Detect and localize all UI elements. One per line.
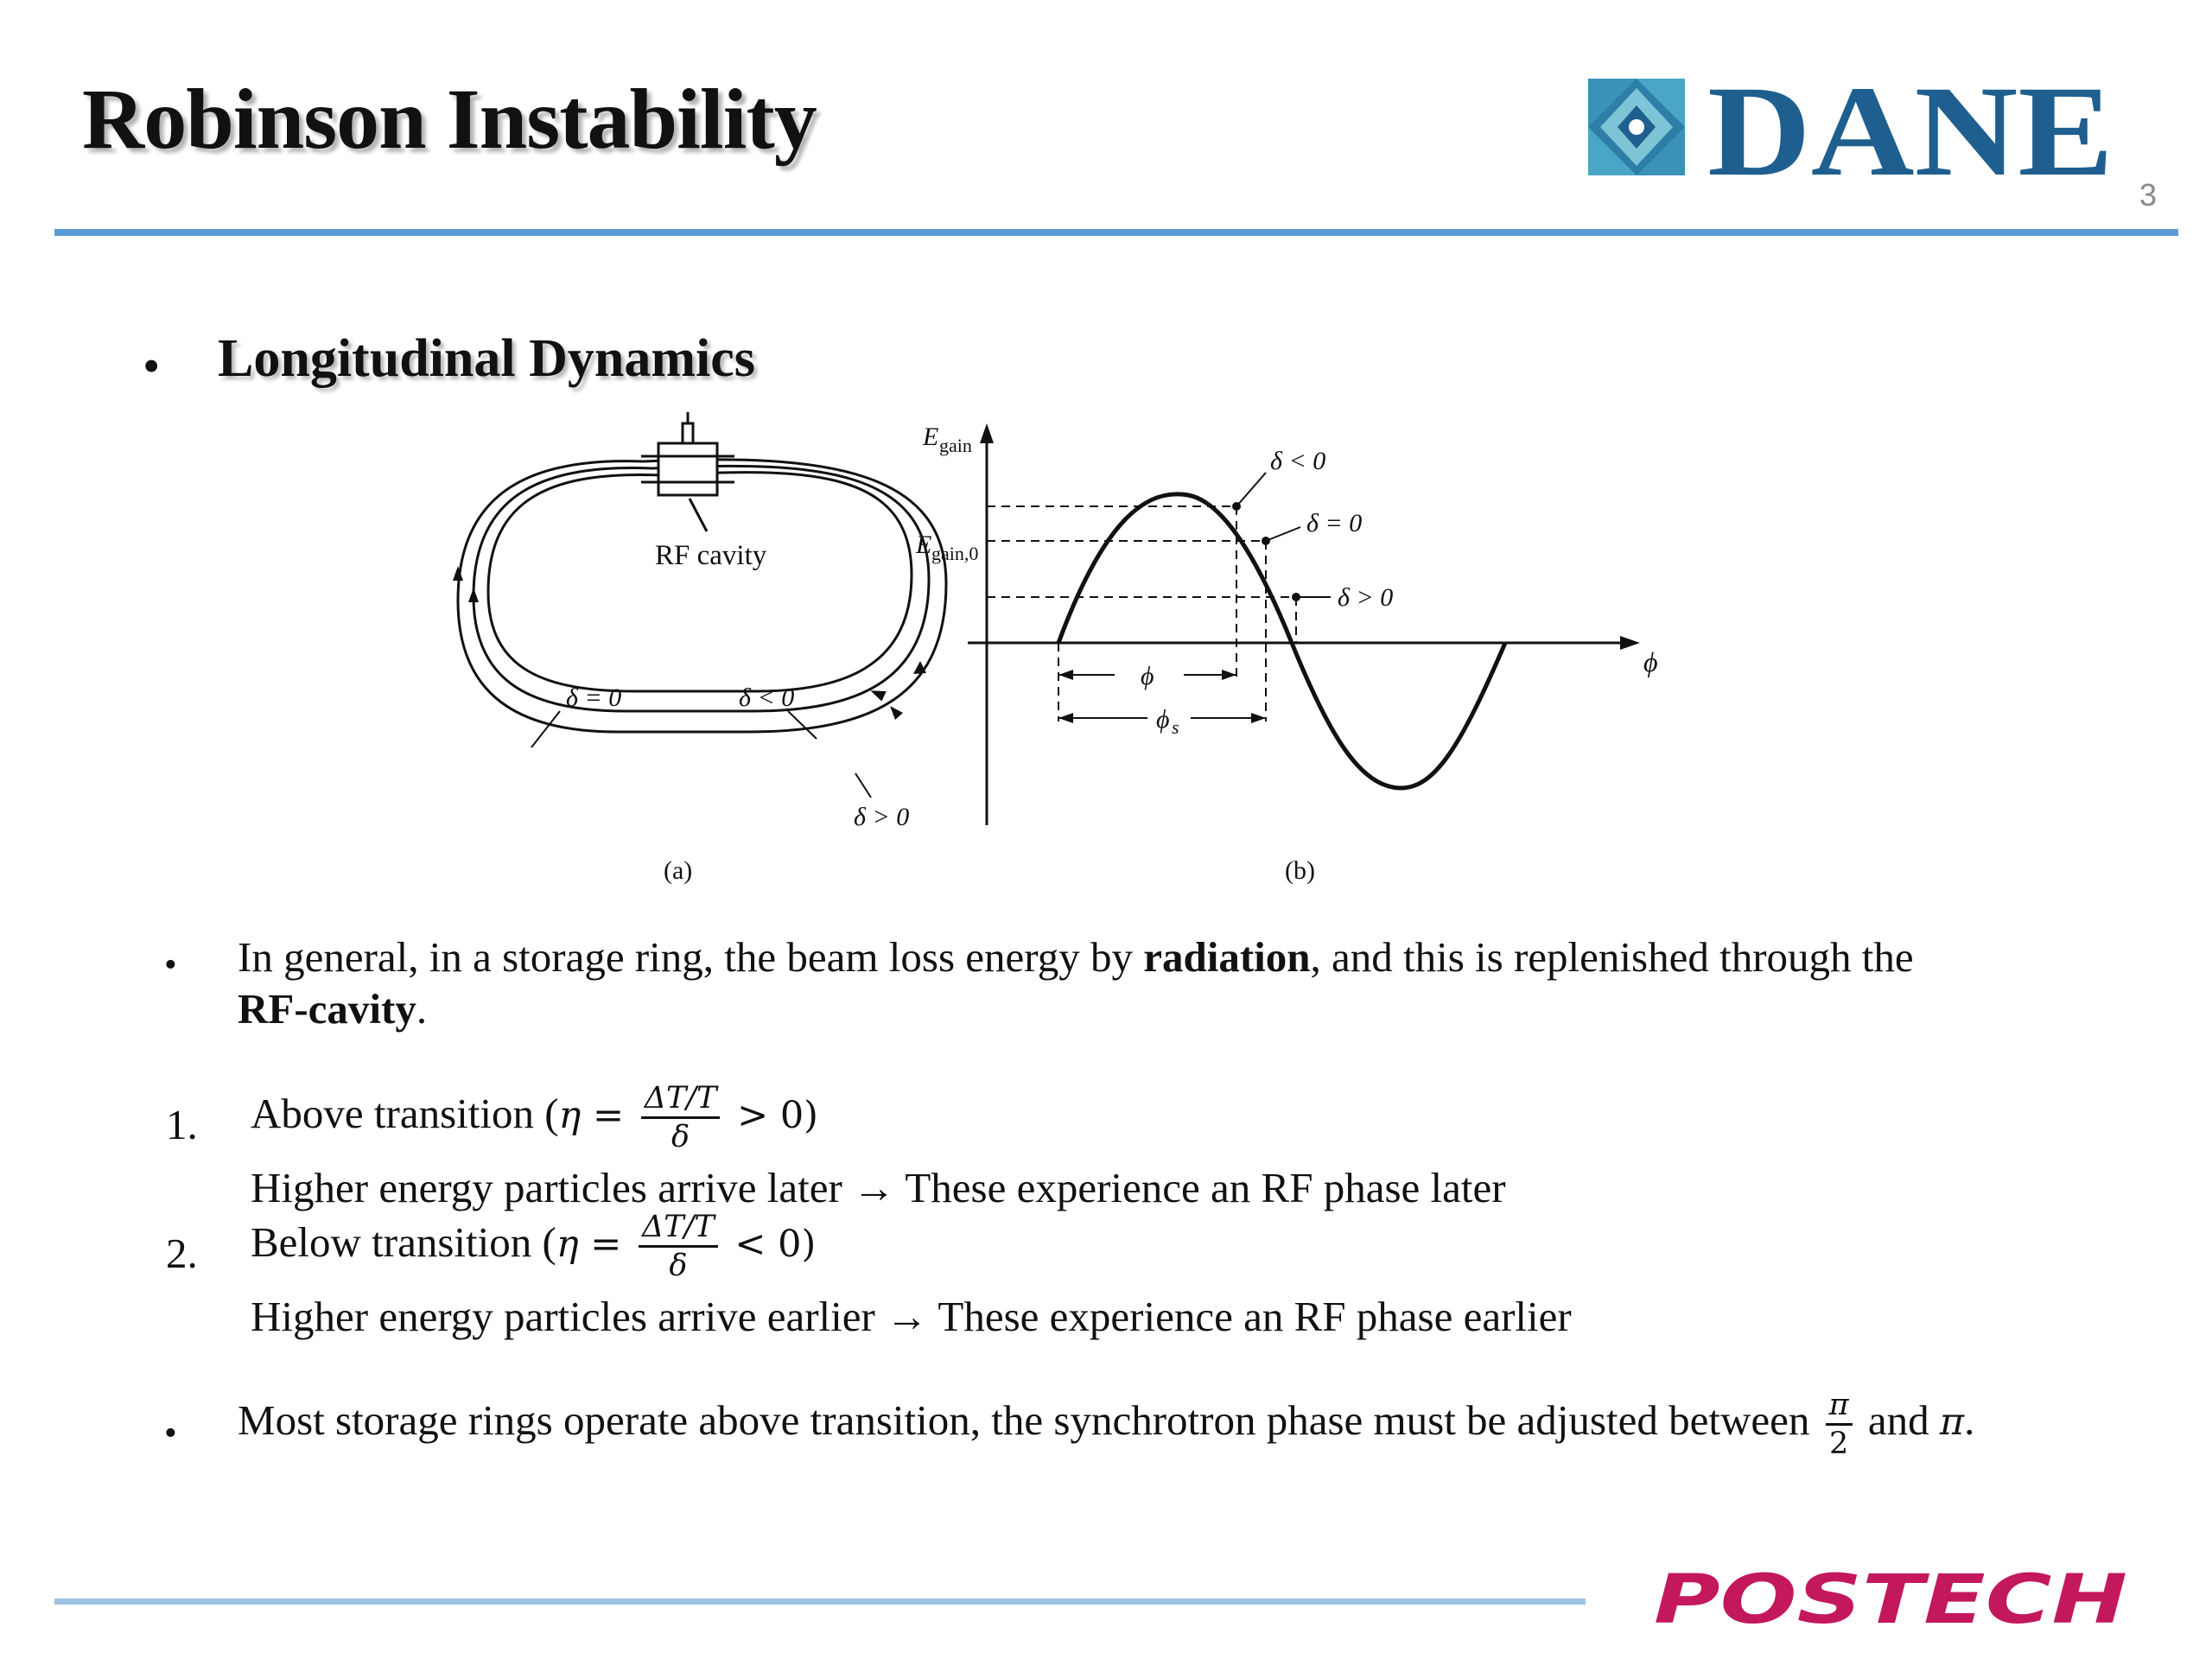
y-axis-label: [922, 423, 972, 456]
label-delta-neg-b: δ < 0: [1270, 447, 1326, 475]
y-level-label: [915, 531, 978, 564]
item-2-title: Below transition (η = $\frac{\Delta T/T}{\delta}$ < 0): [251, 1210, 817, 1283]
rf-cavity-icon: [641, 412, 734, 495]
rf-voltage-curve: [1058, 494, 1505, 788]
orbit-delta-neg: [488, 473, 912, 691]
item-1-detail: Higher energy particles arrive later → These experience an RF phase later: [251, 1164, 1506, 1211]
x-axis-label: ϕ: [1643, 646, 1658, 677]
heading-bullet: •: [143, 338, 161, 394]
header-divider: [54, 229, 2178, 236]
caption-b: (b): [1285, 856, 1315, 885]
intro-line-1: In general, in a storage ring, the beam loss energy by radiation, and this is replenished through the: [238, 933, 1914, 981]
rf-cavity-leader: [690, 499, 707, 531]
item-2-detail: Higher energy particles arrive earlier → These experience an RF phase earlier: [251, 1293, 1572, 1340]
page-number: 3: [2139, 177, 2158, 213]
svg-text:s: s: [1172, 716, 1179, 738]
item-1-title: Above transition (η = $\frac{\Delta T/T}{\delta}$ > 0): [251, 1081, 818, 1154]
svg-text:ϕ: ϕ: [1156, 705, 1170, 734]
item-1-number: 1.: [166, 1101, 198, 1148]
dane-logo: [1586, 76, 2122, 185]
y-axis-arrow: [980, 423, 994, 443]
rf-cavity-emphasis: RF-cavity: [238, 985, 416, 1033]
rf-cavity-label: RF cavity: [655, 540, 767, 571]
svg-text:gain: gain: [939, 435, 972, 456]
leader-delta-pos: [855, 773, 871, 798]
intro-line-2: RF-cavity.: [238, 985, 428, 1033]
phi-s-label: [1156, 705, 1179, 738]
dane-logo-text: DANE: [1707, 76, 2113, 185]
intro-bullet: •: [164, 945, 177, 985]
conclusion-bullet: •: [164, 1414, 177, 1453]
item-2-fraction: $\frac{\Delta T/T}{\delta}$: [639, 1209, 718, 1284]
svg-text:E: E: [916, 531, 932, 559]
postech-logo: [1650, 1564, 2134, 1633]
label-delta-pos-a: δ > 0: [854, 803, 910, 831]
footer-divider: [54, 1599, 1586, 1605]
label-delta-neg-a: δ < 0: [739, 683, 795, 712]
conclusion-fraction: $\frac{\pi}{2}$: [1826, 1387, 1853, 1462]
label-delta-zero-a: δ = 0: [566, 683, 622, 712]
label-delta-pos-b: δ > 0: [1338, 583, 1394, 612]
longitudinal-dynamics-figure: [449, 402, 1763, 894]
dane-logo-emblem: [1588, 79, 1685, 175]
svg-text:gain,0: gain,0: [931, 543, 979, 564]
orbit-delta-zero: [474, 466, 932, 711]
leader-delta-neg: [788, 711, 817, 739]
label-delta-zero-b: δ = 0: [1306, 509, 1363, 537]
radiation-emphasis: radiation: [1143, 933, 1311, 981]
postech-logo-text: POSTECH: [1654, 1564, 2127, 1633]
caption-a: (a): [664, 856, 693, 885]
svg-text:E: E: [923, 423, 939, 451]
phi-label: ϕ: [1141, 662, 1154, 690]
item-2-number: 2.: [166, 1230, 198, 1277]
item-1-fraction: $\frac{\Delta T/T}{\delta}$: [641, 1080, 721, 1155]
slide-title: Robinson Instability: [82, 71, 817, 167]
conclusion-text: Most storage rings operate above transition, the synchrotron phase must be adjusted between $\frac{\pi}{2}$ and π.: [238, 1388, 1975, 1461]
section-heading: Longitudinal Dynamics: [218, 329, 755, 388]
x-axis-arrow: [1620, 636, 1640, 650]
leader-delta-zero: [531, 711, 560, 747]
